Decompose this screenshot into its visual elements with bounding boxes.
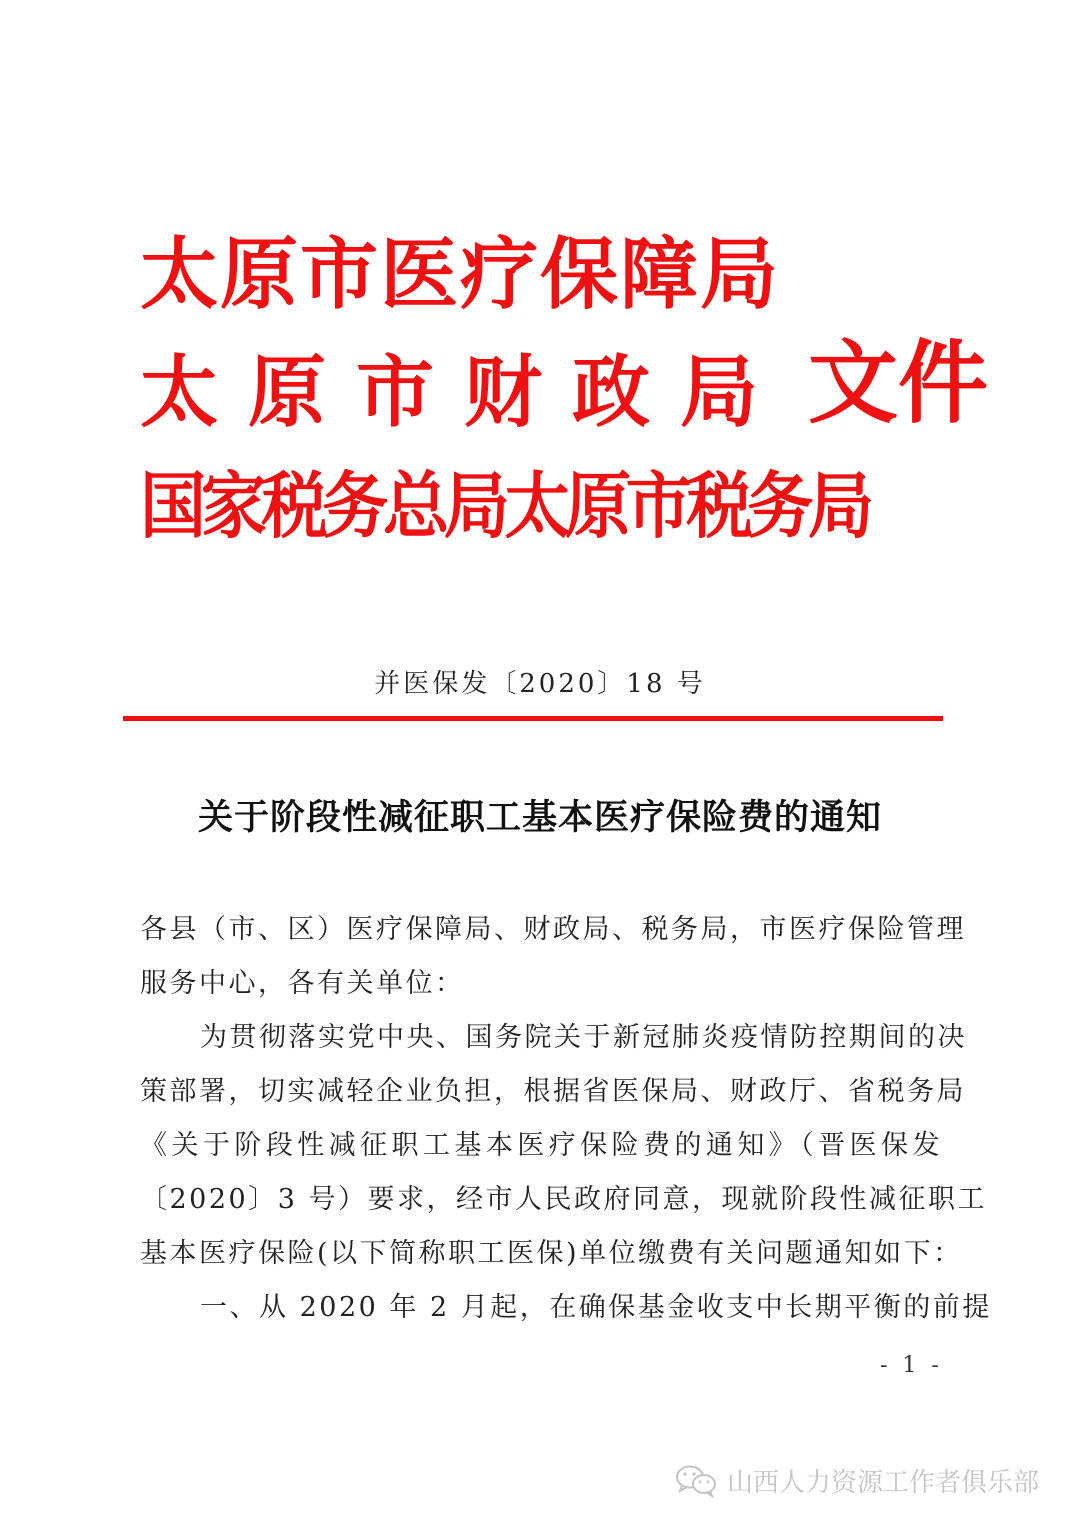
wechat-icon [675,1464,719,1498]
document-title: 关于阶段性减征职工基本医疗保险费的通知 [197,797,882,838]
item-one-paragraph [140,1281,992,1335]
issuer-line-finance-bureau [140,330,988,438]
watermark [675,1462,1039,1499]
page-number: - 1 - [880,1353,943,1378]
text-line: 服务中心，各有关单位： [140,968,465,999]
text-line: 各县（市、区）医疗保障局、财政局、税务局，市医疗保险管理 [140,914,966,945]
addressee-paragraph [140,903,966,1011]
text-line: 一、从 2020 年 2 月起，在确保基金收支中长期平衡的前提 [200,1292,992,1323]
watermark-text: 山西人力资源工作者俱乐部 [727,1468,1040,1498]
red-divider-line [123,716,943,721]
intro-paragraph [140,1011,987,1281]
document-label: 文件 [808,330,988,436]
finance-bureau-name: 太原市财政局 [140,347,789,438]
text-line: 基本医疗保险(以下简称职工医保)单位缴费有关问题通知如下： [140,1238,963,1269]
text-line: 《关于阶段性减征职工基本医疗保险费的通知》（晋医保发 [140,1130,942,1161]
text-line: 〔2020〕3 号）要求，经市人民政府同意，现就阶段性减征职工 [140,1184,987,1215]
issuer-line-tax-bureau: 国家税务总局太原市税务局 [140,463,869,548]
issuer-line-medical-security-bureau: 太原市医疗保障局 [140,229,781,320]
document-number: 并医保发〔2020〕18 号 [374,669,706,699]
text-line: 为贯彻落实党中央、国务院关于新冠肺炎疫情防控期间的决 [200,1022,967,1053]
text-line: 策部署，切实减轻企业负担，根据省医保局、财政厅、省税务局 [140,1076,966,1107]
